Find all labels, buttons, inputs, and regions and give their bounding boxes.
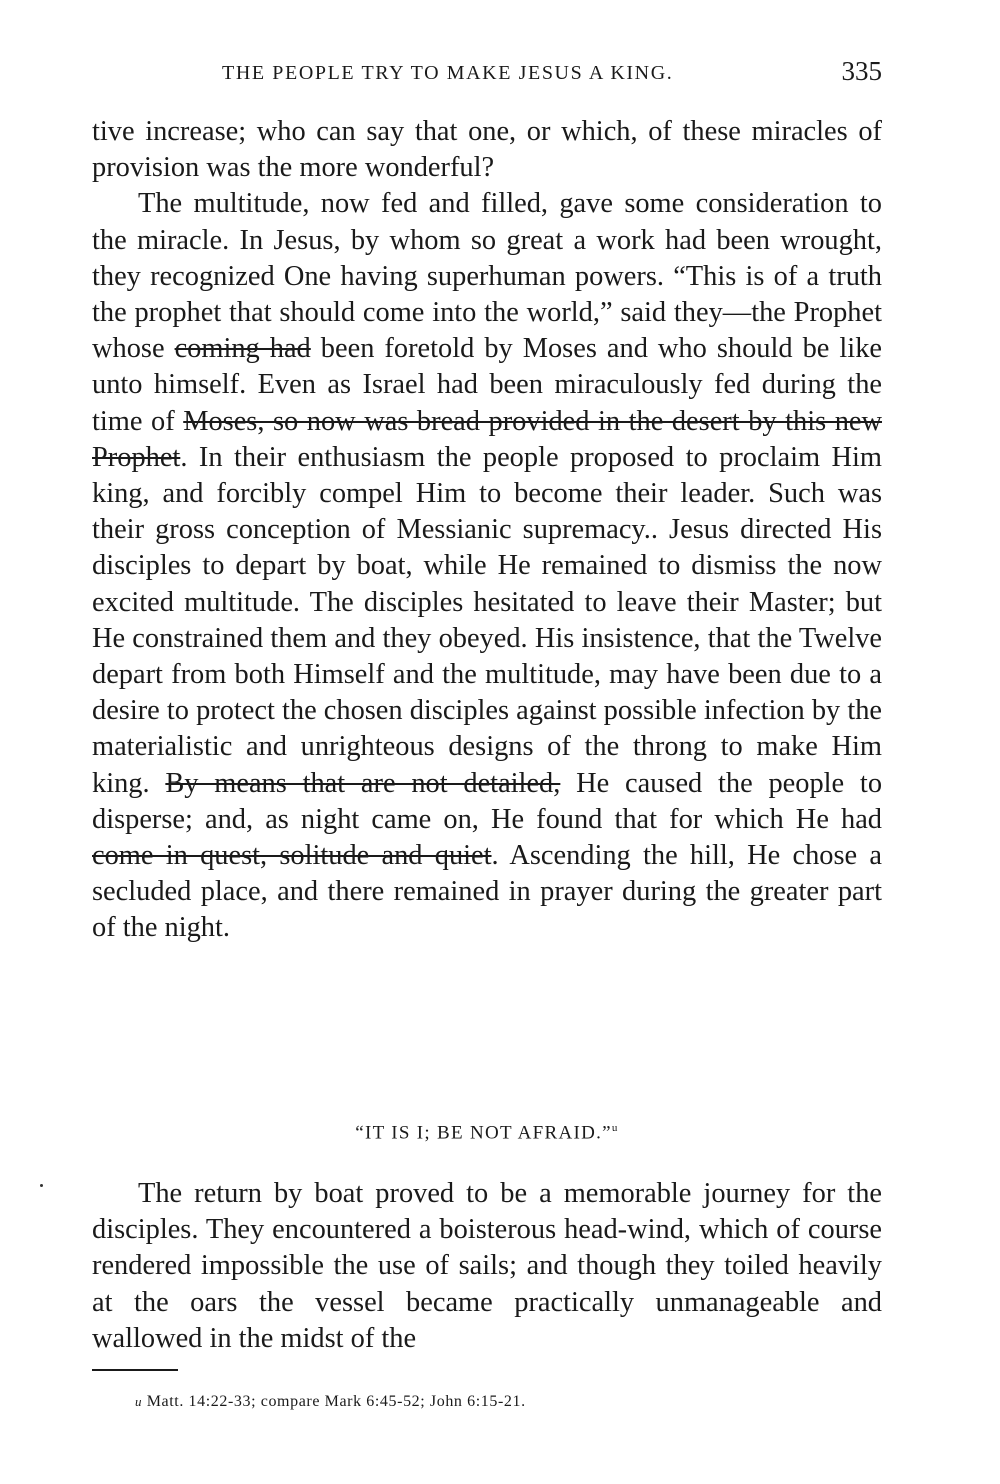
footnote: [135, 1393, 526, 1411]
running-head: THE PEOPLE TRY TO MAKE JESUS A KING.: [222, 62, 674, 84]
section-heading-text: “IT IS I; BE NOT AFRAID.”: [355, 1122, 612, 1144]
paragraph-text: . In their enthusiasm the people proposed to proclaim Him king, and forcibly compel Him to become their leader. Such was their gross conception of Messianic supremacy.. Jesus directed His disciples to depart by boat, while He remained to dismiss the now excited multitude. The disciples hesitated to leave their Master; but He constrained them and they obeyed. His insistence, that the Twelve depart from both Himself and the multitude, may have been due to a desire to protect the chosen disciples against possible infection by the materialistic and unrighteous designs of the throng to make Him king.: [92, 441, 883, 799]
paragraph-text: tive increase; who can say that one, or which, of these miracles of provision was the more wonderful?: [92, 116, 882, 184]
page-header: [92, 58, 882, 94]
paragraph-text: He caused the people to disperse; and, as night came on, He found that for which He had: [92, 767, 883, 835]
footnote-rule: [92, 1369, 178, 1371]
struck-text: coming had: [174, 333, 311, 365]
paragraph-text: been foretold by Moses and who should be like unto himself. Even as Israel had been miraculously fed during the time of: [92, 333, 882, 437]
page-number: 335: [841, 56, 882, 86]
body-text: [92, 114, 882, 947]
struck-text: Moses, so now was bread provided in the desert by this new Prophet: [92, 405, 882, 473]
footnote-text: Matt. 14:22-33; compare Mark 6:45-52; John 6:15-21.: [146, 1393, 526, 1410]
section-heading: [92, 1122, 882, 1144]
paragraph-continuation: [92, 114, 882, 186]
footnote-mark: u: [135, 1394, 143, 1409]
body-text-continued: [92, 1176, 882, 1357]
paragraph-multitude: [92, 186, 882, 946]
struck-text: come in quest, solitude and quiet: [92, 840, 492, 872]
paragraph-text: The multitude, now fed and filled, gave some consideration to the miracle. In Jesus, by whom so great a work had been wrought, they recognized One having superhuman powers. “This is of a truth the prophet that should come into the world,” said they—the Prophet whose: [92, 188, 882, 365]
footnote-reference: u: [611, 1122, 619, 1134]
paragraph-text: . Ascending the hill, He chose a secluded place, and there remained in prayer during the greater part of the night.: [92, 840, 882, 944]
print-speck: [40, 1184, 43, 1187]
paragraph-return-by-boat: The return by boat proved to be a memorable journey for the disciples. They encountered a boisterous head-wind, which of course rendered impossible the use of sails; and though they toiled heavily at the oars the vessel became practically unmanageable and wallowed in the midst of the: [92, 1178, 882, 1354]
struck-text: By means that are not detailed,: [165, 767, 561, 799]
